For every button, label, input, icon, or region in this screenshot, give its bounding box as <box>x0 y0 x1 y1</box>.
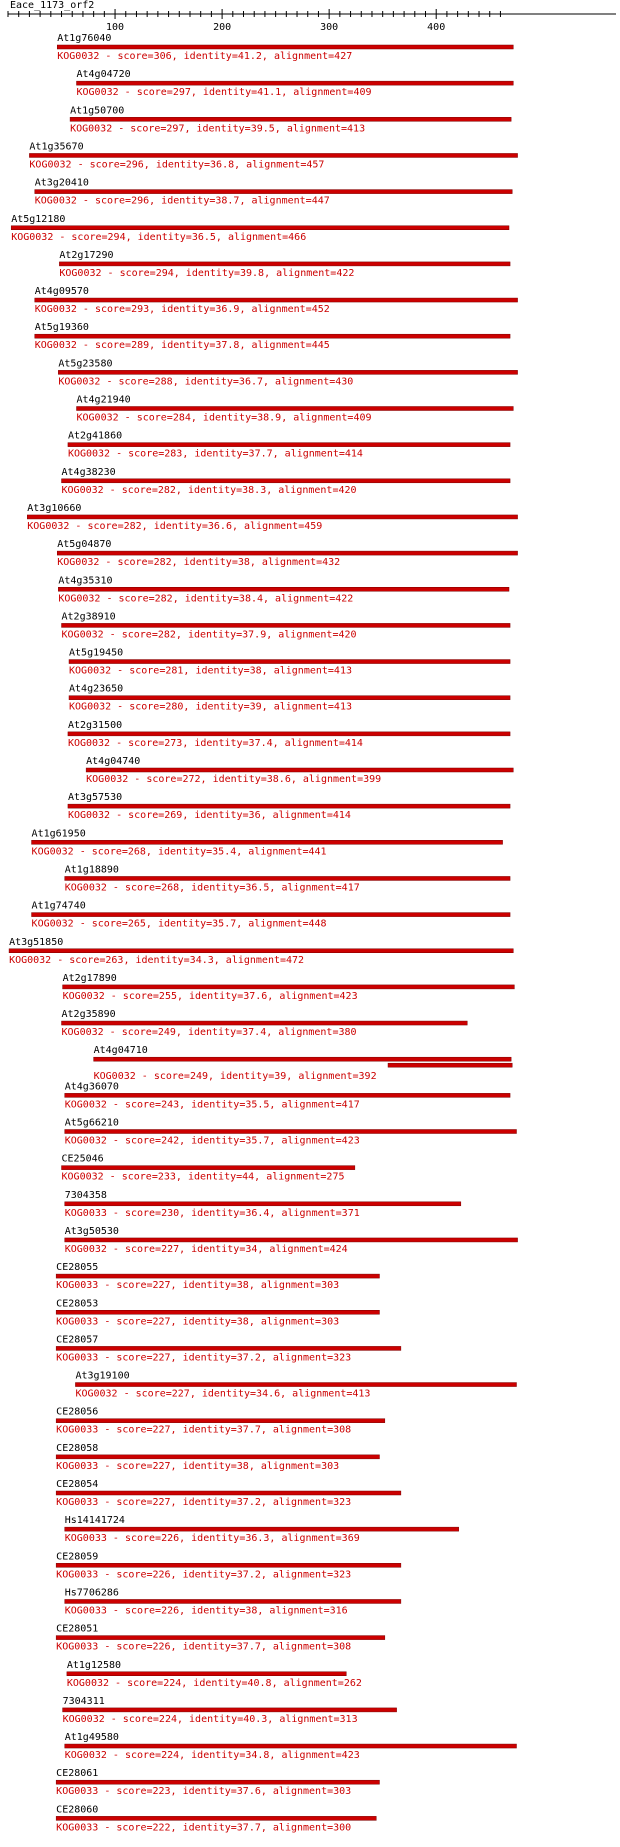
hit-name: CE28057 <box>56 1334 99 1346</box>
axis-tick-label: 400 <box>427 22 446 33</box>
hit-description: KOG0032 - score=283, identity=37.7, alignment=414 <box>67 448 363 460</box>
hit-name: At4g36070 <box>64 1081 119 1093</box>
hit-name: At3g57530 <box>67 792 123 804</box>
hit-row <box>63 1696 397 1725</box>
alignment-bar <box>59 262 510 266</box>
hit-description: KOG0033 - score=226, identity=37.7, alignment=308 <box>56 1641 352 1653</box>
hit-name: At2g41860 <box>67 430 123 442</box>
hit-description: KOG0032 - score=282, identity=38.4, alignment=422 <box>58 593 354 605</box>
hit-row <box>86 756 513 785</box>
axis-tick-label: 200 <box>213 22 232 33</box>
alignment-bar <box>65 1599 401 1603</box>
hit-name: CE28055 <box>56 1262 99 1274</box>
hit-row <box>65 1515 459 1544</box>
alignment-bar <box>70 117 511 121</box>
hit-name: At4g09570 <box>34 286 89 298</box>
alignment-bar <box>86 768 513 772</box>
hit-name: CE28061 <box>56 1768 99 1780</box>
hit-description: KOG0032 - score=227, identity=34.6, alignment=413 <box>75 1388 371 1400</box>
alignment-bar <box>35 334 510 338</box>
hit-name: CE28056 <box>56 1406 99 1418</box>
alignment-bar <box>27 515 517 519</box>
hit-description: KOG0033 - score=222, identity=37.7, alignment=300 <box>56 1822 352 1834</box>
hit-name: 7304311 <box>62 1695 105 1707</box>
hit-name: At4g04740 <box>86 756 141 767</box>
hit-name: At4g35310 <box>58 575 113 587</box>
hit-description: KOG0032 - score=282, identity=37.9, alignment=420 <box>61 629 357 641</box>
hit-name: CE25046 <box>61 1153 104 1165</box>
alignment-bar <box>11 226 509 230</box>
hit-description: KOG0032 - score=224, identity=34.8, alignment=423 <box>64 1750 360 1762</box>
hit-row <box>11 214 509 243</box>
hit-name: At5g19360 <box>34 322 89 334</box>
hit-row <box>68 792 510 821</box>
hit-name: At2g31500 <box>67 719 123 731</box>
hit-name: CE28054 <box>56 1479 99 1490</box>
hit-row <box>70 105 511 134</box>
hit-row <box>65 1190 461 1219</box>
hit-row <box>65 1081 510 1110</box>
hit-row <box>62 611 511 640</box>
alignment-bar <box>9 949 513 953</box>
hit-row <box>57 539 517 568</box>
hit-description: KOG0032 - score=293, identity=36.9, alignment=452 <box>34 304 330 316</box>
alignment-bar <box>32 913 511 917</box>
hit-description: KOG0033 - score=226, identity=38, alignment=316 <box>64 1605 348 1617</box>
hit-row <box>32 828 503 857</box>
alignment-bar <box>69 660 510 664</box>
hit-row <box>69 648 510 677</box>
hit-row <box>67 1660 362 1689</box>
alignment-bar <box>56 1310 379 1314</box>
hit-name: At2g17290 <box>59 249 114 261</box>
hit-name: At3g51850 <box>9 936 64 948</box>
hit-description: KOG0032 - score=282, identity=38, alignment=432 <box>57 557 341 569</box>
hit-description: KOG0032 - score=282, identity=38.3, alignment=420 <box>61 484 357 496</box>
hit-name: At1g61950 <box>31 828 86 840</box>
hit-description: KOG0032 - score=288, identity=36.7, alignment=430 <box>58 376 354 388</box>
hit-description: KOG0032 - score=281, identity=38, alignment=413 <box>69 665 352 677</box>
hit-description: KOG0033 - score=227, identity=37.7, alignment=308 <box>56 1424 352 1436</box>
hit-description: KOG0032 - score=268, identity=36.5, alignment=417 <box>64 882 360 894</box>
hit-row <box>56 1624 385 1653</box>
alignment-bar <box>62 623 511 627</box>
hit-description: KOG0032 - score=289, identity=37.8, alignment=445 <box>34 340 330 352</box>
hit-name: At1g74740 <box>31 900 86 912</box>
hit-name: At3g19100 <box>75 1370 130 1382</box>
alignment-bar <box>69 696 510 700</box>
hit-name: At1g50700 <box>70 105 125 117</box>
alignment-bar <box>62 479 511 483</box>
alignment-bar <box>56 1346 401 1350</box>
hit-name: At4g21940 <box>76 394 131 406</box>
alignment-bar <box>56 1491 401 1495</box>
hit-row <box>35 286 518 315</box>
hit-row <box>58 358 517 387</box>
hit-description: KOG0032 - score=224, identity=40.3, alignment=313 <box>62 1713 358 1725</box>
alignment-bar <box>35 298 518 302</box>
alignment-bar <box>56 1636 385 1640</box>
alignment-bar <box>56 1816 376 1820</box>
hit-name: At1g35670 <box>29 141 84 153</box>
hit-row <box>56 1804 376 1833</box>
alignment-bar <box>56 1274 379 1278</box>
alignment-bar <box>63 1708 397 1712</box>
hit-name: CE28060 <box>56 1804 99 1816</box>
hit-description: KOG0033 - score=227, identity=37.2, alignment=323 <box>56 1352 352 1364</box>
hit-description: KOG0033 - score=226, identity=36.3, alignment=369 <box>64 1533 360 1545</box>
hit-row <box>56 1298 379 1327</box>
hit-name: At5g19450 <box>69 647 124 659</box>
hit-description: KOG0032 - score=268, identity=35.4, alignment=441 <box>31 846 327 858</box>
axis-tick-label: 300 <box>320 22 339 33</box>
hit-name: At5g66210 <box>64 1117 119 1129</box>
hit-description: KOG0032 - score=284, identity=38.9, alignment=409 <box>76 412 372 424</box>
hit-description: KOG0032 - score=296, identity=36.8, alignment=457 <box>29 159 325 171</box>
alignment-bar <box>68 443 510 447</box>
alignment-bar <box>56 1419 385 1423</box>
alignment-bar <box>62 1021 468 1025</box>
hit-row <box>59 250 510 279</box>
hit-name: CE28053 <box>56 1298 99 1310</box>
hit-name: At4g04720 <box>76 69 131 81</box>
hit-description: KOG0033 - score=227, identity=38, alignment=303 <box>56 1316 340 1328</box>
alignment-bar <box>65 1527 459 1531</box>
hit-name: At2g17890 <box>62 972 117 984</box>
hit-description: KOG0032 - score=263, identity=34.3, alignment=472 <box>9 954 305 966</box>
hit-name: CE28058 <box>56 1442 99 1454</box>
hit-name: CE28059 <box>56 1551 99 1563</box>
hit-row <box>65 1732 517 1761</box>
hit-row <box>77 395 514 424</box>
hit-description: KOG0032 - score=243, identity=35.5, alignment=417 <box>64 1099 360 1111</box>
alignment-bar <box>77 407 514 411</box>
hit-description: KOG0032 - score=294, identity=36.5, alignment=466 <box>11 231 307 243</box>
hit-name: At2g35890 <box>61 1009 116 1021</box>
hit-name: At4g23650 <box>69 683 124 695</box>
alignment-bar <box>56 1780 379 1784</box>
hit-name: At5g12180 <box>11 213 66 225</box>
hit-row <box>65 1118 517 1147</box>
hit-name: At3g50530 <box>64 1225 119 1237</box>
hit-row <box>65 864 510 893</box>
alignment-bar <box>65 876 510 880</box>
alignment-bar <box>58 587 509 591</box>
hit-name: At1g12580 <box>66 1659 122 1671</box>
hit-row <box>27 503 517 532</box>
hit-row <box>56 1443 379 1472</box>
hit-row <box>68 720 510 749</box>
hit-name: At2g38910 <box>61 611 116 623</box>
alignment-bar <box>29 153 517 157</box>
hit-row <box>56 1551 401 1580</box>
hit-description: KOG0032 - score=272, identity=38.6, alignment=399 <box>86 774 382 785</box>
hit-row <box>62 1009 468 1038</box>
hit-description: KOG0032 - score=306, identity=41.2, alignment=427 <box>57 51 353 62</box>
hit-row <box>56 1768 379 1797</box>
hit-description: KOG0032 - score=297, identity=39.5, alignment=413 <box>70 123 366 135</box>
hit-description: KOG0032 - score=269, identity=36, alignment=414 <box>67 810 351 822</box>
hit-description: KOG0033 - score=223, identity=37.6, alignment=303 <box>56 1786 352 1798</box>
hit-row <box>65 1587 401 1616</box>
hit-row <box>94 1045 513 1082</box>
alignment-bar <box>56 1563 401 1567</box>
alignment-bar <box>75 1383 516 1387</box>
hit-description: KOG0032 - score=297, identity=41.1, alignment=409 <box>76 87 372 99</box>
hit-description: KOG0032 - score=280, identity=39, alignment=413 <box>69 701 352 713</box>
alignment-bar <box>65 1130 517 1134</box>
hit-row <box>57 33 513 62</box>
hit-description: KOG0033 - score=226, identity=37.2, alignment=323 <box>56 1569 352 1581</box>
hit-description: KOG0032 - score=282, identity=36.6, alignment=459 <box>27 520 323 532</box>
hit-description: KOG0032 - score=249, identity=37.4, alignment=380 <box>61 1027 357 1039</box>
hit-description: KOG0033 - score=230, identity=36.4, alignment=371 <box>64 1207 360 1219</box>
hit-row <box>56 1479 401 1508</box>
hit-row <box>58 575 509 604</box>
hit-row <box>9 937 513 966</box>
alignment-bar <box>35 190 512 194</box>
hit-row <box>75 1371 516 1400</box>
alignment-bar <box>32 840 503 844</box>
hit-description: KOG0032 - score=273, identity=37.4, alignment=414 <box>67 737 363 749</box>
alignment-bar <box>68 732 510 736</box>
hit-row <box>62 1154 355 1183</box>
alignment-bar <box>62 1166 355 1170</box>
hit-name: At1g18890 <box>64 864 119 876</box>
hit-name: At1g76040 <box>57 33 112 44</box>
hit-row <box>62 467 511 496</box>
hit-row <box>56 1407 385 1436</box>
hit-row <box>35 322 510 351</box>
hit-name: At3g10660 <box>27 502 82 514</box>
hit-description: KOG0032 - score=255, identity=37.6, alignment=423 <box>62 990 358 1002</box>
hit-name: CE28051 <box>56 1623 99 1635</box>
hit-name: At5g23580 <box>58 358 113 370</box>
hit-row <box>77 69 514 98</box>
alignment-bar <box>94 1057 511 1061</box>
alignment-bar <box>65 1744 517 1748</box>
alignment-bar <box>57 551 517 555</box>
position-axis <box>8 9 616 33</box>
hit-row <box>69 684 510 713</box>
alignment-bar <box>65 1202 461 1206</box>
alignment-bar <box>58 370 517 374</box>
hit-description: KOG0032 - score=224, identity=40.8, alignment=262 <box>66 1677 362 1689</box>
hit-name: At1g49580 <box>64 1732 119 1744</box>
hit-row <box>35 178 512 207</box>
query-title: Eace_1173_orf2 <box>10 0 95 11</box>
alignment-bar <box>68 804 510 808</box>
hit-description: KOG0032 - score=233, identity=44, alignment=275 <box>61 1171 345 1183</box>
hit-description: KOG0032 - score=296, identity=38.7, alignment=447 <box>34 195 330 207</box>
alignment-bar <box>67 1672 346 1676</box>
hit-row <box>56 1334 401 1363</box>
alignment-bar <box>56 1455 379 1459</box>
hit-description: KOG0032 - score=265, identity=35.7, alignment=448 <box>31 918 327 930</box>
hit-row <box>29 141 517 170</box>
hit-name: At4g38230 <box>61 466 116 478</box>
hit-description: KOG0032 - score=249, identity=39, alignment=392 <box>93 1071 377 1083</box>
hit-name: 7304358 <box>64 1189 107 1201</box>
alignment-bar <box>65 1093 510 1097</box>
hit-description: KOG0033 - score=227, identity=38, alignment=303 <box>56 1280 340 1292</box>
alignment-bar <box>63 985 515 989</box>
hit-name: Hs14141724 <box>64 1515 125 1527</box>
hit-description: KOG0032 - score=227, identity=34, alignment=424 <box>64 1243 348 1255</box>
hit-description: KOG0032 - score=294, identity=39.8, alignment=422 <box>59 267 355 279</box>
alignment-bar <box>77 81 514 85</box>
hit-row <box>65 1226 518 1255</box>
hit-name: Hs7706286 <box>64 1587 119 1599</box>
axis-tick-label: 100 <box>106 22 125 33</box>
hit-name: At5g04870 <box>57 539 112 551</box>
hit-description: KOG0032 - score=242, identity=35.7, alignment=423 <box>64 1135 360 1147</box>
hit-description: KOG0033 - score=227, identity=37.2, alignment=323 <box>56 1497 352 1508</box>
hit-row <box>32 901 511 930</box>
alignment-bar <box>65 1238 518 1242</box>
hit-row <box>56 1262 379 1291</box>
alignment-bar-extra <box>388 1063 512 1067</box>
hit-name: At3g20410 <box>34 177 89 189</box>
hit-row <box>68 431 510 460</box>
alignment-bar <box>57 45 513 49</box>
hit-row <box>63 973 515 1002</box>
hit-description: KOG0033 - score=227, identity=38, alignment=303 <box>56 1460 340 1472</box>
hit-name: At4g04710 <box>93 1045 148 1057</box>
